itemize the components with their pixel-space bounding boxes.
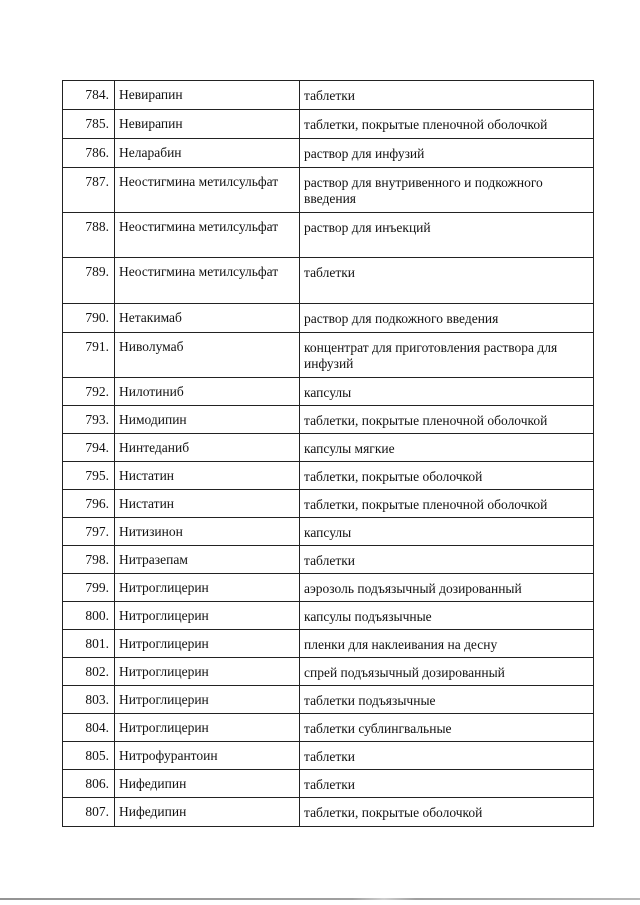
drug-name: Нитроглицерин bbox=[115, 686, 300, 714]
table-row bbox=[63, 168, 594, 213]
row-number: 803. bbox=[63, 686, 115, 714]
dosage-form: таблетки, покрытые пленочной оболочкой bbox=[300, 110, 594, 139]
drug-name: Нитроглицерин bbox=[115, 714, 300, 742]
dosage-form: капсулы подъязычные bbox=[300, 602, 594, 630]
row-number: 798. bbox=[63, 546, 115, 574]
row-number: 806. bbox=[63, 770, 115, 798]
dosage-form: таблетки, покрытые оболочкой bbox=[300, 798, 594, 827]
row-number: 802. bbox=[63, 658, 115, 686]
table-row bbox=[63, 714, 594, 742]
table-row bbox=[63, 490, 594, 518]
drug-name: Неостигмина метилсульфат bbox=[115, 258, 300, 304]
row-number: 793. bbox=[63, 406, 115, 434]
drug-name: Нитразепам bbox=[115, 546, 300, 574]
dosage-form: таблетки подъязычные bbox=[300, 686, 594, 714]
drug-name: Нитроглицерин bbox=[115, 602, 300, 630]
dosage-form: аэрозоль подъязычный дозированный bbox=[300, 574, 594, 602]
table-row bbox=[63, 333, 594, 378]
dosage-form: таблетки bbox=[300, 770, 594, 798]
table-row bbox=[63, 139, 594, 168]
row-number: 784. bbox=[63, 81, 115, 110]
drug-name: Нитроглицерин bbox=[115, 574, 300, 602]
dosage-form: капсулы bbox=[300, 518, 594, 546]
dosage-form: таблетки bbox=[300, 81, 594, 110]
dosage-form: таблетки bbox=[300, 546, 594, 574]
table-row bbox=[63, 630, 594, 658]
table-row bbox=[63, 258, 594, 304]
dosage-form: таблетки bbox=[300, 258, 594, 304]
row-number: 805. bbox=[63, 742, 115, 770]
table-row bbox=[63, 110, 594, 139]
row-number: 792. bbox=[63, 378, 115, 406]
dosage-form: таблетки bbox=[300, 742, 594, 770]
drug-name: Нитрофурантоин bbox=[115, 742, 300, 770]
table-row bbox=[63, 304, 594, 333]
table-row bbox=[63, 462, 594, 490]
dosage-form: таблетки, покрытые оболочкой bbox=[300, 462, 594, 490]
dosage-form: пленки для наклеивания на десну bbox=[300, 630, 594, 658]
drug-name: Нетакимаб bbox=[115, 304, 300, 333]
row-number: 786. bbox=[63, 139, 115, 168]
row-number: 794. bbox=[63, 434, 115, 462]
drug-name: Нистатин bbox=[115, 462, 300, 490]
dosage-form: таблетки, покрытые пленочной оболочкой bbox=[300, 406, 594, 434]
row-number: 796. bbox=[63, 490, 115, 518]
drug-name: Нитизинон bbox=[115, 518, 300, 546]
drug-name: Нифедипин bbox=[115, 770, 300, 798]
row-number: 790. bbox=[63, 304, 115, 333]
row-number: 788. bbox=[63, 213, 115, 258]
drug-name: Неостигмина метилсульфат bbox=[115, 168, 300, 213]
table-row bbox=[63, 546, 594, 574]
table-row bbox=[63, 434, 594, 462]
dosage-form: спрей подъязычный дозированный bbox=[300, 658, 594, 686]
table-row bbox=[63, 686, 594, 714]
table-row bbox=[63, 798, 594, 827]
row-number: 807. bbox=[63, 798, 115, 827]
row-number: 801. bbox=[63, 630, 115, 658]
drug-name: Нинтеданиб bbox=[115, 434, 300, 462]
drug-name: Неларабин bbox=[115, 139, 300, 168]
drug-name: Невирапин bbox=[115, 81, 300, 110]
row-number: 791. bbox=[63, 333, 115, 378]
row-number: 800. bbox=[63, 602, 115, 630]
drug-name: Ниволумаб bbox=[115, 333, 300, 378]
drug-name: Нифедипин bbox=[115, 798, 300, 827]
row-number: 785. bbox=[63, 110, 115, 139]
scan-artifact-line bbox=[0, 898, 640, 900]
drug-name: Нилотиниб bbox=[115, 378, 300, 406]
dosage-form: таблетки, покрытые пленочной оболочкой bbox=[300, 490, 594, 518]
row-number: 799. bbox=[63, 574, 115, 602]
table-row bbox=[63, 213, 594, 258]
dosage-form: капсулы мягкие bbox=[300, 434, 594, 462]
dosage-form: раствор для подкожного введения bbox=[300, 304, 594, 333]
table-row bbox=[63, 602, 594, 630]
drug-name: Нитроглицерин bbox=[115, 658, 300, 686]
table-row bbox=[63, 81, 594, 110]
row-number: 795. bbox=[63, 462, 115, 490]
table-row bbox=[63, 742, 594, 770]
dosage-form: раствор для инъекций bbox=[300, 213, 594, 258]
table-row bbox=[63, 378, 594, 406]
drug-name: Нитроглицерин bbox=[115, 630, 300, 658]
dosage-form: раствор для внутривенного и подкожного введения bbox=[300, 168, 594, 213]
drug-name: Нимодипин bbox=[115, 406, 300, 434]
dosage-form: концентрат для приготовления раствора для инфузий bbox=[300, 333, 594, 378]
table-row bbox=[63, 518, 594, 546]
dosage-form: капсулы bbox=[300, 378, 594, 406]
row-number: 797. bbox=[63, 518, 115, 546]
drug-name: Невирапин bbox=[115, 110, 300, 139]
dosage-form: раствор для инфузий bbox=[300, 139, 594, 168]
table-row bbox=[63, 770, 594, 798]
row-number: 789. bbox=[63, 258, 115, 304]
dosage-form: таблетки сублингвальные bbox=[300, 714, 594, 742]
drug-name: Неостигмина метилсульфат bbox=[115, 213, 300, 258]
drug-list-table bbox=[62, 80, 594, 827]
table-row bbox=[63, 406, 594, 434]
table-row bbox=[63, 658, 594, 686]
table-row bbox=[63, 574, 594, 602]
drug-name: Нистатин bbox=[115, 490, 300, 518]
row-number: 804. bbox=[63, 714, 115, 742]
row-number: 787. bbox=[63, 168, 115, 213]
